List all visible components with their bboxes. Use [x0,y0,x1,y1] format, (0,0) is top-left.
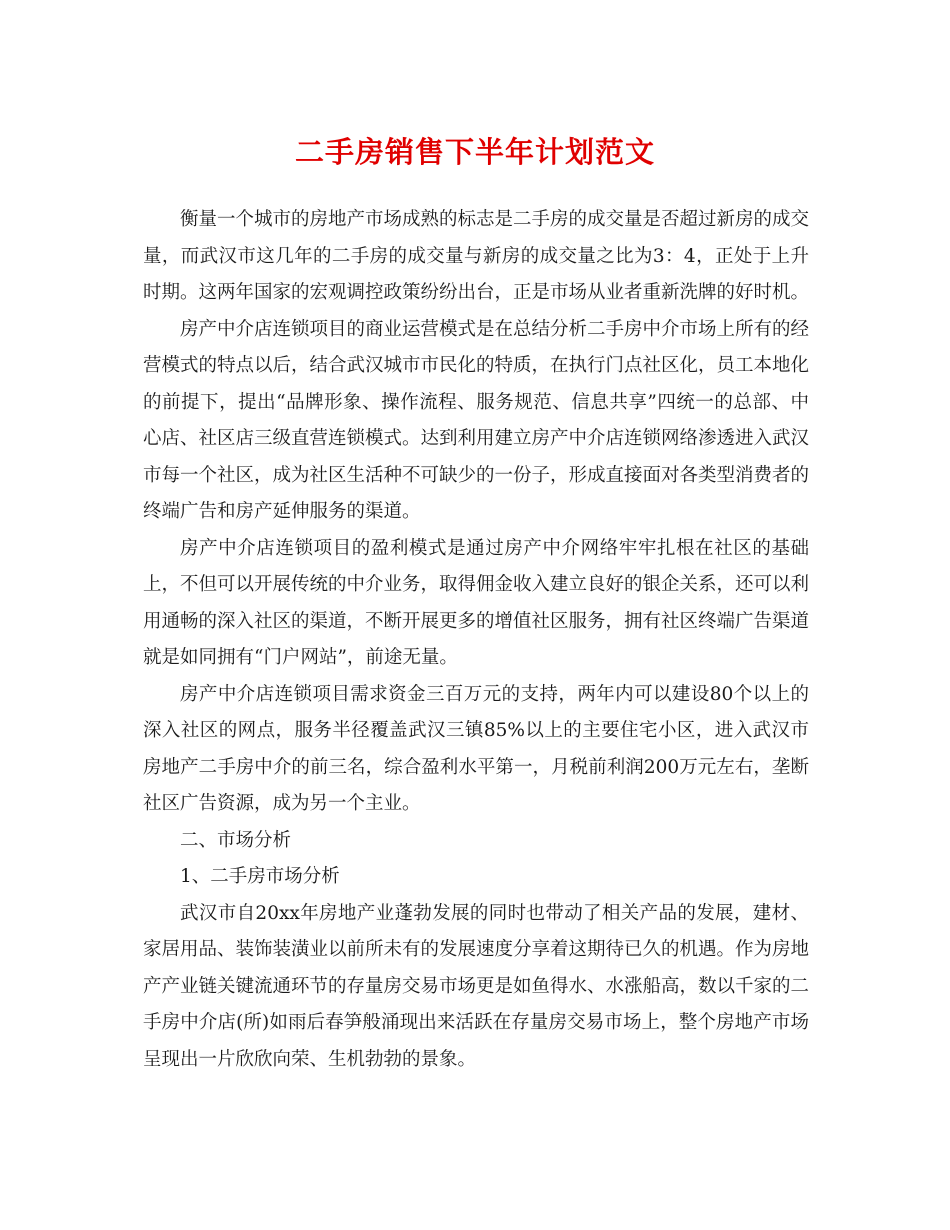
paragraph-operation-model: 房产中介店连锁项目的商业运营模式是在总结分析二手房中介市场上所有的经营模式的特点以后，结合武汉城市市民化的特质，在执行门点社区化，员工本地化的前提下，提出“品牌形象、操作流程、服务规范、信息共享”四统一的总部、中心店、社区店三级直营连锁模式。达到利用建立房产中介店连锁网络渗透进入武汉市每一个社区，成为社区生活种不可缺少的一份子，形成直接面对各类型消费者的终端广告和房产延伸服务的渠道。 [143,318,810,522]
paragraph-intro: 衡量一个城市的房地产市场成熟的标志是二手房的成交量是否超过新房的成交量，而武汉市这几年的二手房的成交量与新房的成交量之比为3：4，正处于上升时期。这两年国家的宏观调控政策纷纷出台，正是市场从业者重新洗牌的好时机。 [143,209,810,303]
paragraph-profit-model: 房产中介店连锁项目的盈利模式是通过房产中介网络牢牢扎根在社区的基础上，不但可以开展传统的中介业务，取得佣金收入建立良好的银企关系，还可以利用通畅的深入社区的渠道，不断开展更多的增值社区服务，拥有社区终端广告渠道就是如同拥有“门户网站”，前途无量。 [143,537,810,668]
subsection-heading-second-hand-market: 1、二手房市场分析 [180,866,340,887]
paragraph-funding: 房产中介店连锁项目需求资金三百万元的支持，两年内可以建设80个以上的深入社区的网点，服务半径覆盖武汉三镇85%以上的主要住宅小区，进入武汉市房地产二手房中介的前三名，综合盈利水平第一，月税前利润200万元左右，垄断社区广告资源，成为另一个主业。 [143,683,809,814]
paragraph-market-development: 武汉市自20xx年房地产业蓬勃发展的同时也带动了相关产品的发展，建材、家居用品、装饰装潢业以前所未有的发展速度分享着这期待已久的机遇。作为房地产产业链关键流通环节的存量房交易市场更是如鱼得水、水涨船高，数以千家的二手房中介店(所)如雨后春笋般涌现出来活跃在存量房交易市场上，整个房地产市场呈现出一片欣欣向荣、生机勃勃的景象。 [143,902,810,1070]
document-body [143,202,809,1078]
section-heading-market-analysis: 二、市场分析 [180,829,292,851]
document-title: 二手房销售下半年计划范文 [294,135,655,169]
